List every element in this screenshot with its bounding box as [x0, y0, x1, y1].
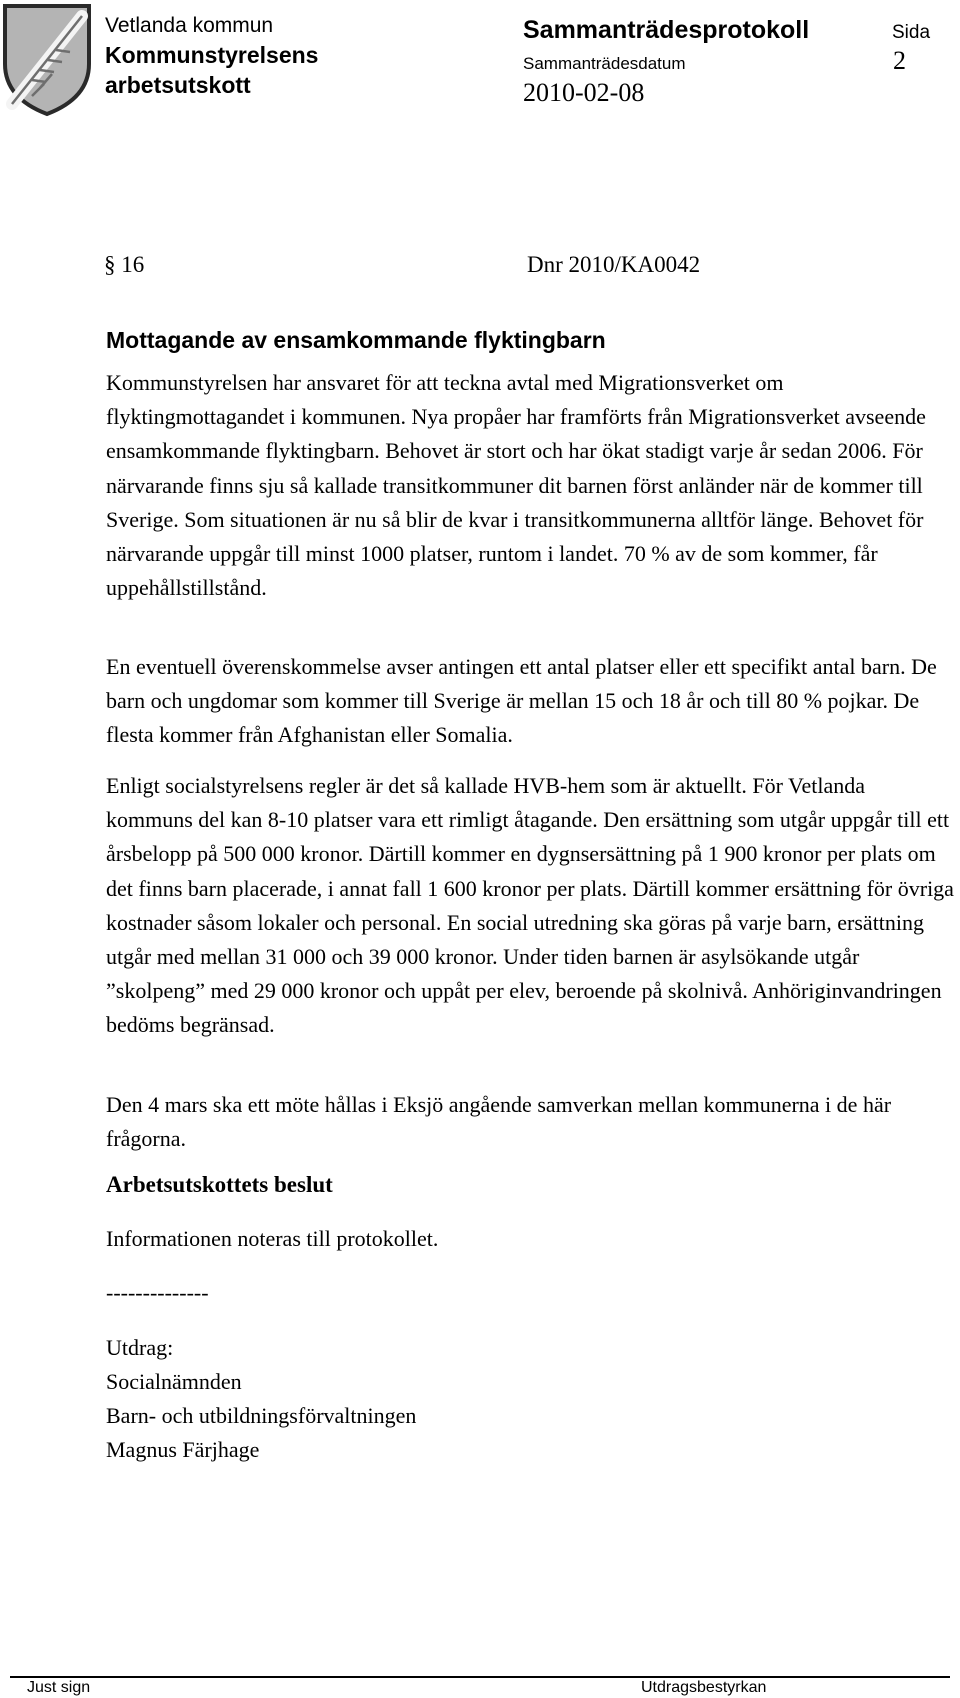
- recipient-item: Socialnämnden: [106, 1369, 242, 1394]
- page-label: Sida: [892, 22, 931, 43]
- meeting-date: 2010-02-08: [523, 78, 645, 107]
- extract-label: Utdrag:: [106, 1335, 174, 1360]
- recipient-item: Magnus Färjhage: [106, 1437, 260, 1462]
- body-paragraph-2: En eventuell överenskommelse avser antingen ett antal platser eller ett specifikt antal barn. De barn och ungdomar som kommer till Sverige är mellan 15 och 18 år och till 80 % pojkar. De flesta kommer från Afghanistan eller Somalia.: [106, 654, 937, 748]
- recipient-item: Barn- och utbildningsförvaltningen: [106, 1403, 417, 1428]
- meeting-date-label: Sammanträdesdatum: [523, 54, 686, 73]
- footer-divider: [10, 1676, 950, 1678]
- decision-heading: Arbetsutskottets beslut: [106, 1172, 333, 1197]
- paragraph-number: § 16: [104, 252, 145, 277]
- municipal-crest-logo: [2, 2, 92, 118]
- municipality-name: Vetlanda kommun: [105, 14, 274, 37]
- document-title: Sammanträdesprotokoll: [523, 16, 810, 44]
- decision-text: Informationen noteras till protokollet.: [106, 1226, 439, 1251]
- registration-number: Dnr 2010/KA0042: [527, 252, 701, 277]
- footer-signature-label: Just sign: [27, 1679, 91, 1696]
- separator-line: --------------: [106, 1280, 209, 1305]
- committee-name-line1: Kommunstyrelsens: [105, 42, 319, 68]
- committee-name-line2: arbetsutskott: [105, 72, 251, 98]
- body-paragraph-4: Den 4 mars ska ett möte hållas i Eksjö angående samverkan mellan kommunerna i de här frågorna.: [106, 1092, 892, 1152]
- body-paragraph-1: Kommunstyrelsen har ansvaret för att teckna avtal med Migrationsverket om flyktingmottagandet i kommunen. Nya propåer har framförts från Migrationsverket avseende ensamkommande flyktingbarn. Behovet är stort och har ökat stadigt varje år sedan 2006. För närvarande finns sju så kallade transitkommuner dit barnen först anländer när de kommer till Sverige. Som situationen är nu så blir de kvar i transitkommunerna alltför länge. Behovet för närvarande uppgår till minst 1000 platser, runtom i landet. 70 % av de som kommer, får uppehållstillstånd.: [106, 370, 926, 601]
- body-paragraph-3: Enligt socialstyrelsens regler är det så kallade HVB-hem som är aktuellt. För Vetlanda kommuns del kan 8-10 platser vara ett rimligt åtagande. Den ersättning som utgår uppgår till ett årsbelopp på 500 000 kronor. Därtill kommer en dygnsersättning på 1 900 kronor per plats om det finns barn placerade, i annat fall 1 600 kronor per plats. Därtill kommer ersättning för övriga kostnader såsom lokaler och personal. En social utredning ska göras på varje barn, ersättning utgår med mellan 31 000 och 39 000 kronor. Under tiden barnen är asylsökande utgår ”skolpeng” med 29 000 kronor och uppåt per elev, beroende på skolnivå. Anhöriginvandringen bedöms begränsad.: [106, 773, 954, 1038]
- extract-list: [106, 1331, 416, 1467]
- page-number: 2: [893, 46, 906, 75]
- section-heading: Mottagande av ensamkommande flyktingbarn: [106, 327, 606, 353]
- footer-certification-label: Utdragsbestyrkan: [641, 1679, 767, 1696]
